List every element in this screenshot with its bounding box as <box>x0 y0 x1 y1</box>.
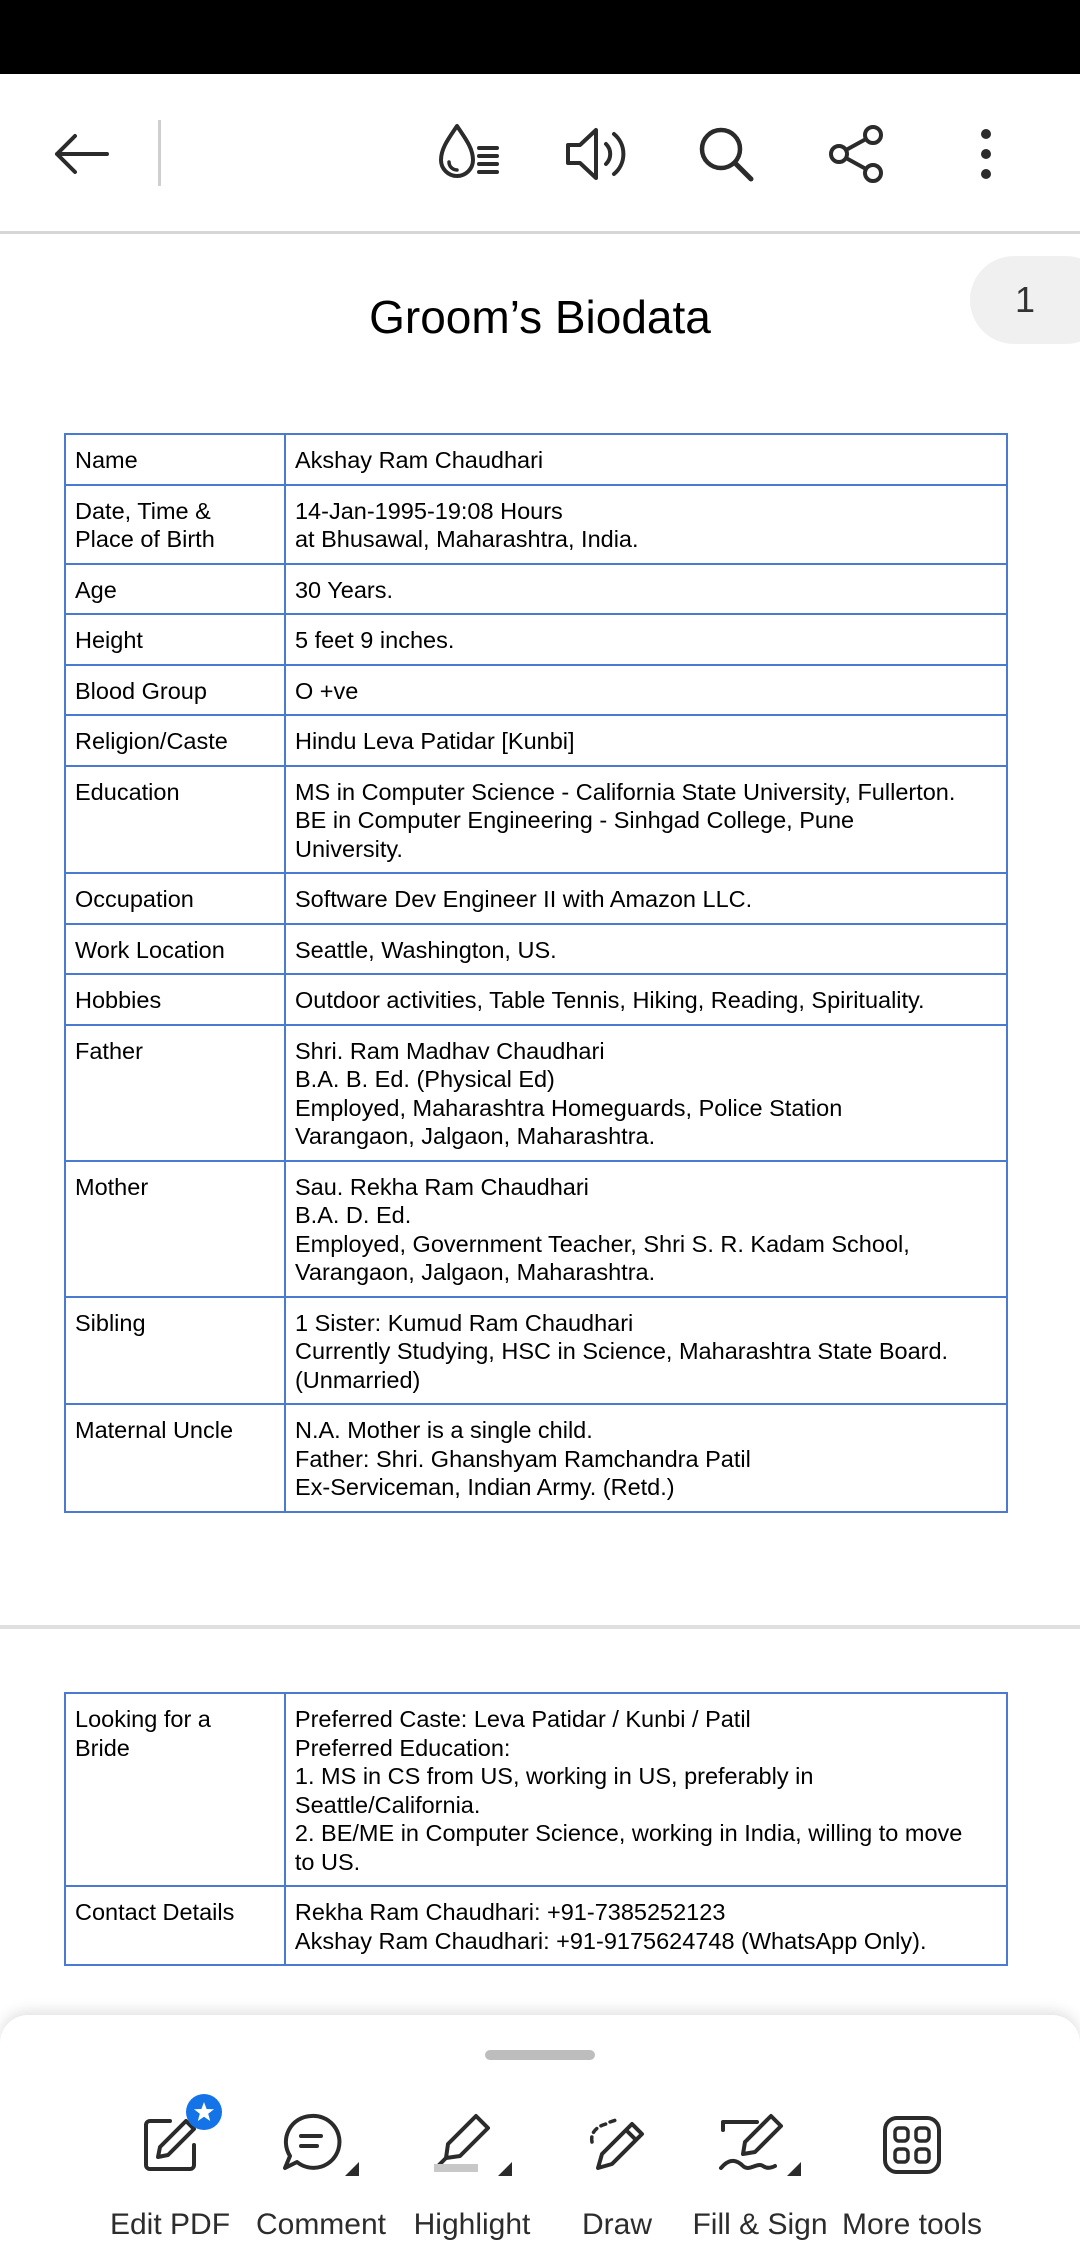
table-row <box>65 1404 1007 1512</box>
row-value <box>285 1693 1007 1886</box>
row-value <box>285 1297 1007 1405</box>
row-value <box>285 485 1007 564</box>
table-row <box>65 614 1007 665</box>
row-value-line: O +ve <box>294 677 359 704</box>
row-value-line: Sau. Rekha Ram Chaudhari <box>294 1173 589 1200</box>
row-value <box>285 766 1007 874</box>
row-value <box>285 715 1007 766</box>
row-value <box>285 1025 1007 1161</box>
row-value-line: Seattle/California. <box>294 1791 481 1818</box>
share-icon <box>826 124 886 184</box>
row-value-line: Employed, Government Teacher, Shri S. R. Kadam School, <box>294 1230 910 1257</box>
edit-pdf-tool[interactable] <box>90 2100 250 2250</box>
table-row <box>65 1693 1007 1886</box>
row-label <box>65 766 285 874</box>
draw-label: Draw <box>581 2208 652 2241</box>
new-feature-star-icon <box>186 2094 222 2130</box>
row-value-line: 1. MS in CS from US, working in US, preferably in <box>294 1763 814 1789</box>
comment-label: Comment <box>255 2208 387 2241</box>
row-value-line: to US. <box>294 1848 361 1875</box>
row-label-line: Father <box>75 1037 143 1064</box>
table-row <box>65 766 1007 874</box>
table-row <box>65 715 1007 766</box>
row-value-line: N.A. Mother is a single child. <box>294 1417 593 1443</box>
row-label <box>65 614 285 665</box>
row-value <box>285 1161 1007 1297</box>
table-row <box>65 485 1007 564</box>
row-value-line: Varangaon, Jalgaon, Maharashtra. <box>294 1123 656 1149</box>
tools-bottom-sheet <box>0 2015 1080 2265</box>
row-value-line: Akshay Ram Chaudhari: +91-9175624748 (WhatsApp Only). <box>294 1927 927 1954</box>
sheet-drag-handle[interactable] <box>485 2050 595 2060</box>
row-value-line: (Unmarried) <box>294 1366 421 1393</box>
draw-tool[interactable] <box>537 2100 697 2250</box>
table-row <box>65 564 1007 615</box>
edit-pdf-label: Edit PDF <box>109 2208 231 2241</box>
row-value-line: Software Dev Engineer II with Amazon LLC. <box>294 886 753 912</box>
table-row <box>65 1886 1007 1965</box>
row-value-line: Shri. Ram Madhav Chaudhari <box>294 1037 605 1064</box>
row-value-line: University. <box>294 835 403 862</box>
row-label <box>65 1693 285 1886</box>
speaker-icon <box>564 124 628 184</box>
row-value-line: Preferred Caste: Leva Patidar / Kunbi / Patil <box>294 1706 751 1732</box>
comment-tool[interactable] <box>241 2100 401 2250</box>
row-label-line: Name <box>75 447 138 473</box>
row-value-line: Employed, Maharashtra Homeguards, Police Station <box>294 1094 843 1121</box>
more-tools-label: More tools <box>841 2208 983 2241</box>
row-value-line: 30 Years. <box>294 576 393 603</box>
row-label-line: Bride <box>75 1734 130 1761</box>
row-label <box>65 485 285 564</box>
row-value-line: MS in Computer Science - California State University, Fullerton. <box>294 778 956 805</box>
row-label-line: Looking for a <box>75 1706 211 1732</box>
row-value-line: Seattle, Washington, US. <box>294 936 557 963</box>
fill-sign-label: Fill & Sign <box>692 2208 828 2241</box>
row-value-line: Father: Shri. Ghanshyam Ramchandra Patil <box>294 1445 751 1472</box>
row-label-line: Maternal Uncle <box>75 1417 234 1443</box>
row-label <box>65 873 285 924</box>
row-label-line: Age <box>75 576 117 603</box>
highlight-label: Highlight <box>413 2208 531 2241</box>
row-label-line: Mother <box>75 1173 149 1200</box>
row-value-line: Preferred Education: <box>294 1734 511 1761</box>
row-label <box>65 924 285 975</box>
more-tools-button[interactable] <box>832 2100 992 2250</box>
row-label <box>65 564 285 615</box>
table-row <box>65 873 1007 924</box>
row-label <box>65 974 285 1025</box>
row-value <box>285 434 1007 485</box>
row-value <box>285 974 1007 1025</box>
row-value-line: B.A. B. Ed. (Physical Ed) <box>294 1066 555 1092</box>
row-value-line: BE in Computer Engineering - Sinhgad College, Pune <box>294 807 855 833</box>
row-label-line: Blood Group <box>75 677 207 704</box>
row-label <box>65 1161 285 1297</box>
row-value-line: 1 Sister: Kumud Ram Chaudhari <box>294 1309 634 1336</box>
toolbar-divider <box>158 120 161 186</box>
document-title: Groom’s Biodata <box>369 291 711 343</box>
row-label <box>65 715 285 766</box>
table-row <box>65 974 1007 1025</box>
comment-icon <box>281 2112 361 2178</box>
highlighter-icon <box>430 2112 514 2178</box>
biodata-table-page-2 <box>64 1692 1008 1966</box>
row-value-line: 5 feet 9 inches. <box>294 627 455 653</box>
liquid-mode-icon <box>435 122 501 186</box>
row-value-line: Akshay Ram Chaudhari <box>294 447 544 473</box>
row-label <box>65 434 285 485</box>
search-button[interactable] <box>686 74 766 234</box>
row-label <box>65 1297 285 1405</box>
row-label-line: Hobbies <box>75 987 162 1013</box>
row-value <box>285 564 1007 615</box>
draw-pencil-icon <box>584 2112 650 2178</box>
biodata-table <box>64 433 1008 1513</box>
row-label-line: Date, Time & <box>75 497 211 524</box>
row-label <box>65 1886 285 1965</box>
row-value <box>285 1886 1007 1965</box>
table-row <box>65 665 1007 716</box>
row-value-line: Outdoor activities, Table Tennis, Hiking, Reading, Spirituality. <box>294 987 925 1013</box>
row-value-line: at Bhusawal, Maharashtra, India. <box>294 526 639 552</box>
row-value-line: Rekha Ram Chaudhari: +91-7385252123 <box>294 1899 726 1925</box>
table-row <box>65 924 1007 975</box>
row-label-line: Contact Details <box>75 1899 235 1925</box>
row-value-line: B.A. D. Ed. <box>294 1202 412 1228</box>
row-value-line: Hindu Leva Patidar [Kunbi] <box>294 728 575 754</box>
row-value <box>285 614 1007 665</box>
liquid-mode-button[interactable] <box>428 74 508 234</box>
status-bar <box>0 0 1080 74</box>
table-row <box>65 434 1007 485</box>
row-label <box>65 1404 285 1512</box>
table-row <box>65 1161 1007 1297</box>
row-label <box>65 1025 285 1161</box>
top-toolbar <box>0 74 1080 234</box>
table-row <box>65 1025 1007 1161</box>
row-value-line: 14-Jan-1995-19:08 Hours <box>294 497 563 524</box>
table-row <box>65 1297 1007 1405</box>
fill-sign-tool[interactable] <box>680 2100 840 2250</box>
row-label-line: Height <box>75 627 143 653</box>
row-label <box>65 665 285 716</box>
highlight-tool[interactable] <box>392 2100 552 2250</box>
row-label-line: Education <box>75 778 180 805</box>
row-label-line: Religion/Caste <box>75 728 228 754</box>
back-arrow-icon <box>51 132 109 176</box>
row-value <box>285 665 1007 716</box>
more-options-button[interactable] <box>946 74 1026 234</box>
more-vertical-icon <box>980 128 992 180</box>
row-value-line: Currently Studying, HSC in Science, Maharashtra State Board. <box>294 1338 949 1364</box>
row-value-line: Ex-Serviceman, Indian Army. (Retd.) <box>294 1474 675 1500</box>
row-value-line: Varangaon, Jalgaon, Maharashtra. <box>294 1259 656 1285</box>
read-aloud-button[interactable] <box>556 74 636 234</box>
search-icon <box>697 125 755 183</box>
page-number: 1 <box>1015 279 1036 320</box>
row-value <box>285 1404 1007 1512</box>
row-value <box>285 924 1007 975</box>
back-button[interactable] <box>40 74 120 234</box>
row-value-line: 2. BE/ME in Computer Science, working in India, willing to move <box>294 1820 963 1846</box>
row-label-line: Place of Birth <box>75 526 215 552</box>
grid-icon <box>882 2115 942 2175</box>
row-label-line: Sibling <box>75 1309 146 1336</box>
row-label-line: Occupation <box>75 886 194 912</box>
fill-sign-icon <box>717 2112 803 2178</box>
share-button[interactable] <box>816 74 896 234</box>
row-value <box>285 873 1007 924</box>
row-label-line: Work Location <box>75 936 225 963</box>
